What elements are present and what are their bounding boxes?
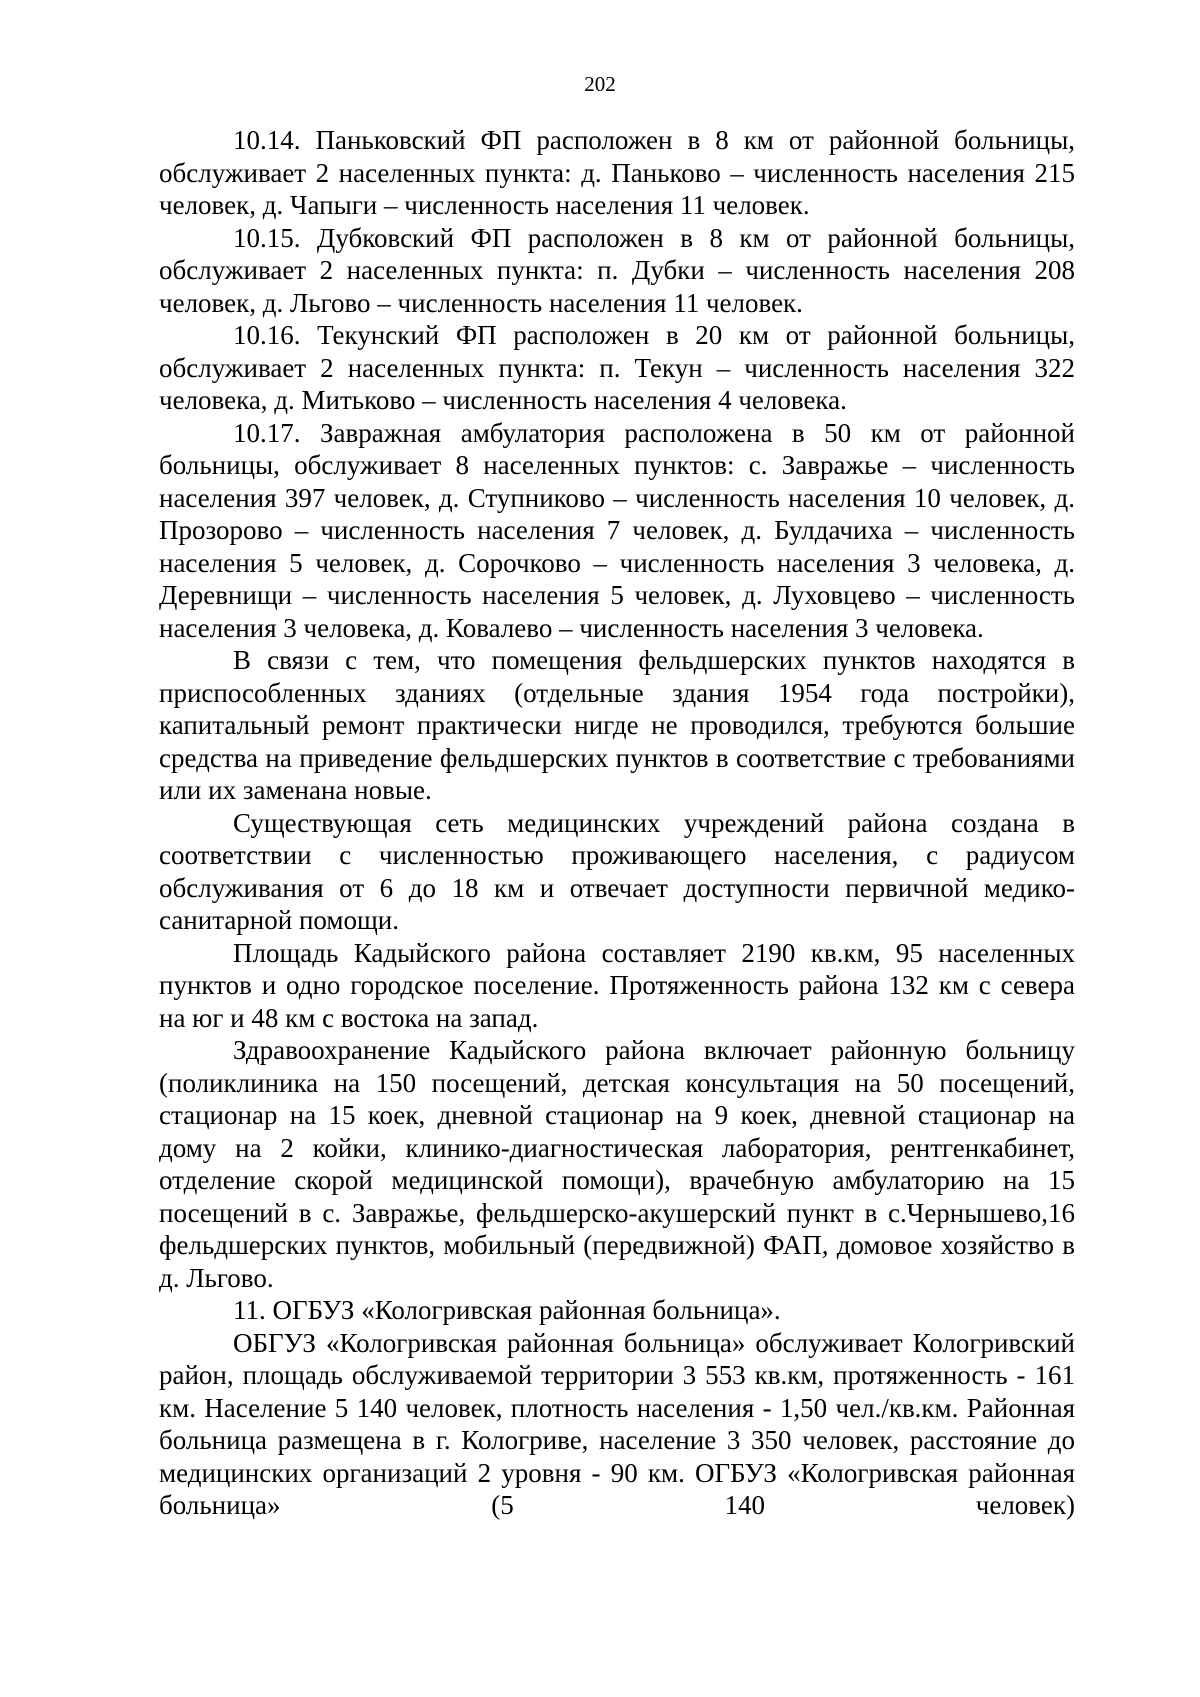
- paragraph-kadyisky-healthcare: Здравоохранение Кадыйского района включает районную больницу (поликлиника на 150 посещений, детская консультация на 50 посещений, стационар на 15 коек, дневной стационар на 9 коек, дневной стационар на дому на 2 койки, клинико-диагностическая лаборатория, рентгенкабинет, отделение скорой медицинской помощи), врачебную амбулаторию на 15 посещений в с. Завражье, фельдшерско-акушерский пункт в с.Чернышево,16 фельдшерских пунктов, мобильный (передвижной) ФАП, домовое хозяйство в д. Льгово.: [159, 1035, 1075, 1293]
- document-body: [159, 124, 1075, 1522]
- paragraph-10-16: 10.16. Текунский ФП расположен в 20 км от районной больницы, обслуживает 2 населенных пункта: п. Текун – численность населения 322 человека, д. Митьково – численность населения 4 человека.: [159, 320, 1075, 415]
- paragraph-10-17: 10.17. Завражная амбулатория расположена в 50 км от районной больницы, обслуживает 8 населенных пунктов: с. Завражье – численность населения 397 человек, д. Ступниково – численность населения 10 человек, д. Прозорово – численность населения 7 человек, д. Булдачиха – численность населения 5 человек, д. Сорочково – численность населения 3 человека, д. Деревнищи – численность населения 5 человек, д. Луховцево – численность населения 3 человека, д. Ковалево – численность населения 3 человека.: [159, 417, 1075, 643]
- paragraph-kologrivskaya: ОБГУЗ «Кологривская районная больница» обслуживает Кологривский район, площадь обслуживаемой территории 3 553 кв.км, протяженность - 161 км. Население 5 140 человек, плотность населения - 1,50 чел./кв.км. Районная больница размещена в г. Кологриве, население 3 350 человек, расстояние до медицинских организаций 2 уровня - 90 км. ОГБУЗ «Кологривская районная больница» (5 140 человек): [159, 1327, 1075, 1520]
- page-number: 202: [584, 72, 616, 96]
- paragraph-kadyisky-area: Площадь Кадыйского района составляет 2190 кв.км, 95 населенных пунктов и одно городское поселение. Протяженность района 132 км с севера на юг и 48 км с востока на запад.: [159, 937, 1075, 1033]
- paragraph-10-14: 10.14. Паньковский ФП расположен в 8 км от районной больницы, обслуживает 2 населенных пункта: д. Паньково – численность населения 215 человек, д. Чапыги – численность населения 11 человек.: [159, 125, 1075, 220]
- paragraph-medical-network: Существующая сеть медицинских учреждений района создана в соответствии с численностью проживающего населения, с радиусом обслуживания от 6 до 18 км и отвечает доступности первичной медико-санитарной помощи.: [159, 807, 1075, 935]
- paragraph-10-15: 10.15. Дубковский ФП расположен в 8 км от районной больницы, обслуживает 2 населенных пункта: п. Дубки – численность населения 208 человек, д. Льгово – численность населения 11 человек.: [159, 222, 1075, 318]
- section-heading-11: 11. ОГБУЗ «Кологривская районная больница».: [233, 1295, 781, 1325]
- paragraph-feldsher-premises: В связи с тем, что помещения фельдшерских пунктов находятся в приспособленных зданиях (отдельные здания 1954 года постройки), капитальный ремонт практически нигде не проводился, требуются большие средства на приведение фельдшерских пунктов в соответствие с требованиями или их заменана новые.: [159, 645, 1075, 805]
